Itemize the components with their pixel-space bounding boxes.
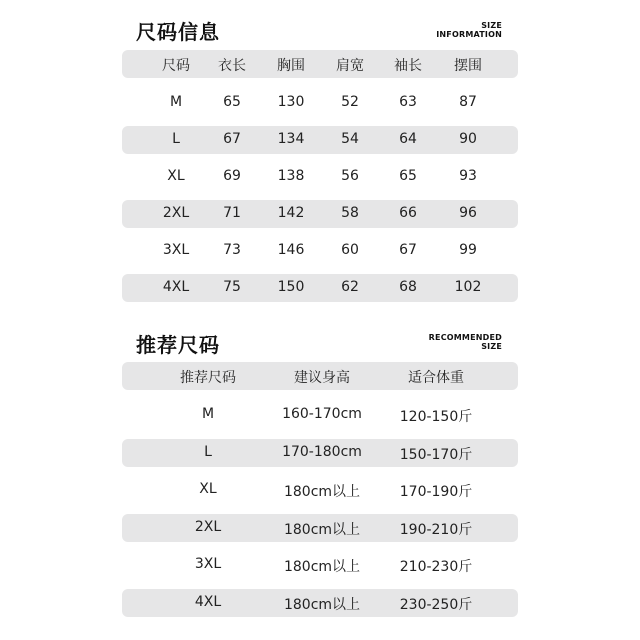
size-info-cell: 96 bbox=[459, 205, 477, 221]
size-info-english-caption bbox=[400, 21, 502, 39]
size-info-cell: 67 bbox=[223, 131, 241, 147]
recommended-cell: 170-180cm bbox=[282, 443, 362, 460]
size-info-cell: XL bbox=[167, 168, 185, 184]
size-info-cell: 150 bbox=[277, 279, 305, 295]
size-info-cell: 2XL bbox=[162, 205, 190, 221]
size-info-row bbox=[122, 200, 518, 228]
size-info-cell: 134 bbox=[277, 131, 305, 147]
recommended-row bbox=[122, 476, 518, 504]
recommended-cell: 230-250斤 bbox=[399, 596, 473, 613]
size-info-row bbox=[122, 163, 518, 191]
recommended-row bbox=[122, 439, 518, 467]
size-info-cell: 138 bbox=[277, 168, 305, 184]
recommended-cell: 150-170斤 bbox=[399, 446, 473, 463]
size-info-cell: 75 bbox=[223, 279, 241, 295]
size-info-cell: 54 bbox=[341, 131, 359, 147]
size-info-cell: 65 bbox=[399, 168, 417, 184]
recommended-cell: L bbox=[204, 443, 212, 460]
recommended-cell: XL bbox=[199, 481, 217, 497]
size-info-cell: 58 bbox=[341, 205, 359, 221]
size-info-cell: 3XL bbox=[162, 242, 190, 258]
size-info-row bbox=[122, 237, 518, 265]
recommended-cell: 180cm以上 bbox=[283, 559, 361, 575]
recommended-header-cell: 建议身高 bbox=[294, 370, 350, 386]
size-info-cell: 63 bbox=[399, 94, 417, 110]
size-info-cell: L bbox=[172, 131, 180, 147]
recommended-row bbox=[122, 401, 518, 429]
size-info-cell: 62 bbox=[341, 279, 359, 295]
size-info-cell: 65 bbox=[223, 94, 241, 110]
size-info-header-cell: 摆围 bbox=[454, 58, 482, 74]
recommended-row bbox=[122, 589, 518, 617]
size-info-cell: 56 bbox=[341, 168, 359, 184]
size-info-cell: M bbox=[169, 94, 183, 110]
size-info-row bbox=[122, 274, 518, 302]
size-info-cell: 4XL bbox=[162, 279, 190, 295]
size-info-cell: 52 bbox=[341, 94, 359, 110]
recommended-title: 推荐尺码 bbox=[136, 333, 220, 357]
size-info-cell: 102 bbox=[454, 279, 482, 295]
recommended-en-line2: SIZE bbox=[481, 342, 502, 351]
size-info-cell: 66 bbox=[399, 205, 417, 221]
size-info-cell: 68 bbox=[399, 279, 417, 295]
size-info-cell: 146 bbox=[277, 242, 305, 258]
recommended-en-line1: RECOMMENDED bbox=[428, 333, 502, 342]
recommended-header-row bbox=[122, 362, 518, 390]
size-info-cell: 142 bbox=[277, 205, 305, 221]
size-info-cell: 130 bbox=[277, 94, 305, 110]
size-info-cell: 67 bbox=[399, 242, 417, 258]
size-info-header-cell: 肩宽 bbox=[336, 58, 364, 74]
recommended-row bbox=[122, 514, 518, 542]
recommended-row bbox=[122, 551, 518, 579]
size-info-en-line1: SIZE bbox=[481, 21, 502, 30]
recommended-cell: 180cm以上 bbox=[283, 484, 361, 500]
size-info-cell: 60 bbox=[341, 242, 359, 258]
recommended-cell: 160-170cm bbox=[282, 406, 362, 422]
size-info-header-cell: 尺码 bbox=[162, 58, 190, 74]
recommended-cell: 180cm以上 bbox=[283, 596, 361, 613]
recommended-cell: 210-230斤 bbox=[399, 559, 473, 575]
size-info-title: 尺码信息 bbox=[136, 20, 220, 44]
size-info-row bbox=[122, 126, 518, 154]
size-info-cell: 69 bbox=[223, 168, 241, 184]
recommended-cell: 180cm以上 bbox=[283, 521, 361, 538]
size-info-en-line2: INFORMATION bbox=[436, 30, 502, 39]
recommended-header-cell: 适合体重 bbox=[408, 370, 464, 386]
recommended-cell: 170-190斤 bbox=[399, 484, 473, 500]
recommended-header-cell: 推荐尺码 bbox=[180, 370, 236, 386]
size-info-cell: 87 bbox=[459, 94, 477, 110]
size-info-cell: 71 bbox=[223, 205, 241, 221]
size-info-header-row bbox=[122, 50, 518, 78]
recommended-cell: 4XL bbox=[194, 593, 222, 610]
recommended-english-caption bbox=[400, 333, 502, 351]
recommended-cell: 2XL bbox=[194, 518, 222, 535]
size-info-cell: 99 bbox=[459, 242, 477, 258]
size-info-header-cell: 衣长 bbox=[218, 58, 246, 74]
size-info-cell: 64 bbox=[399, 131, 417, 147]
size-info-cell: 90 bbox=[459, 131, 477, 147]
size-info-header-cell: 袖长 bbox=[394, 58, 422, 74]
size-info-cell: 93 bbox=[459, 168, 477, 184]
recommended-cell: M bbox=[201, 406, 215, 422]
recommended-cell: 3XL bbox=[194, 556, 222, 572]
size-info-header-cell: 胸围 bbox=[277, 58, 305, 74]
size-info-row bbox=[122, 89, 518, 117]
size-info-cell: 73 bbox=[223, 242, 241, 258]
recommended-cell: 190-210斤 bbox=[399, 521, 473, 538]
recommended-cell: 120-150斤 bbox=[399, 409, 473, 425]
